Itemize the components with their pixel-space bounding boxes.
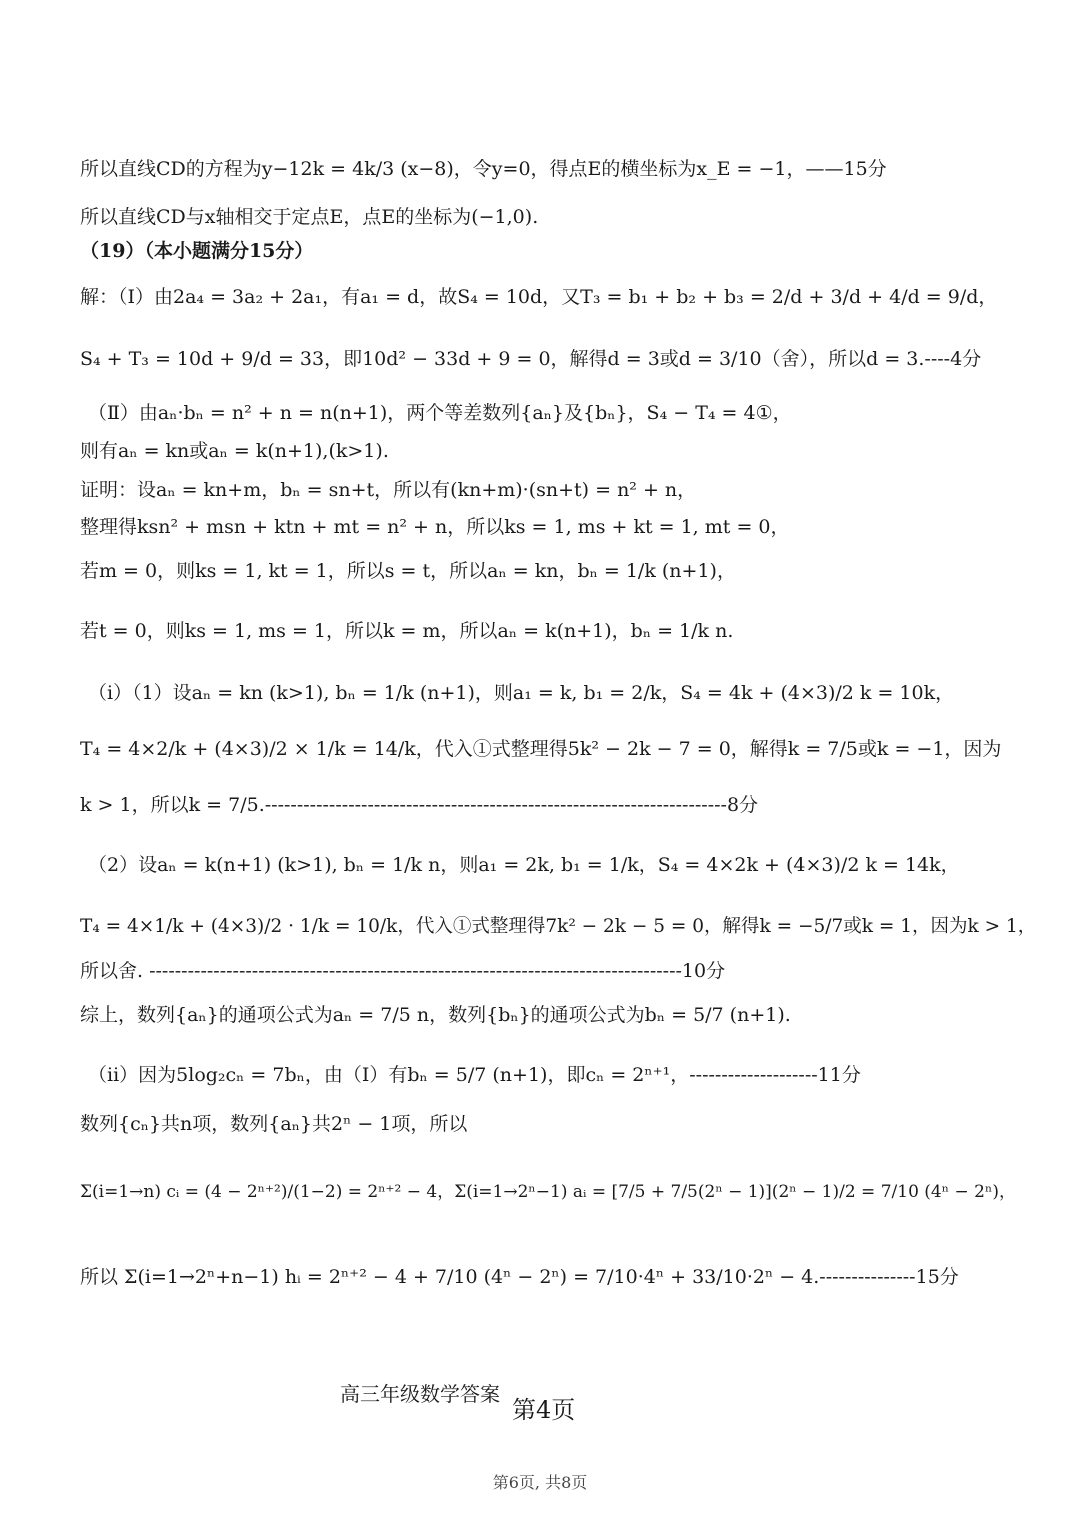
problem-19-heading: （19）（本小题满分15分） bbox=[80, 240, 314, 262]
line-case2-t4: T₄ = 4×1/k + (4×3)/2 · 1/k = 10/k，代入①式整理得7k² − 2k − 5 = 0，解得k = −5/7或k = 1，因为k > 1， bbox=[80, 916, 1037, 937]
line-case-t0: 若t = 0，则ks = 1, ms = 1，所以k = m，所以aₙ = k(n+1)，bₙ = 1/k n. bbox=[80, 620, 734, 642]
line-case1-result: k > 1，所以k = 7/5.------------------------------------------------------------------------8分 bbox=[80, 794, 759, 816]
line-case-m0: 若m = 0，则ks = 1, kt = 1，所以s = t，所以aₙ = kn，bₙ = 1/k (n+1)， bbox=[80, 560, 736, 582]
line-part2-intro: （Ⅱ）由aₙ·bₙ = n² + n = n(n+1)，两个等差数列{aₙ}及{bₙ}，S₄ − T₄ = 4①， bbox=[88, 402, 792, 424]
footer-handwritten-page: 第4页 bbox=[512, 1396, 576, 1424]
line-summary: 综上，数列{aₙ}的通项公式为aₙ = 7/5 n，数列{bₙ}的通项公式为bₙ = 5/7 (n+1). bbox=[80, 1004, 791, 1026]
line-case2-setup: （2）设aₙ = k(n+1) (k>1), bₙ = 1/k n，则a₁ = 2k, b₁ = 1/k，S₄ = 4×2k + (4×3)/2 k = 14k， bbox=[88, 854, 960, 876]
footer-title: 高三年级数学答案 bbox=[340, 1382, 500, 1406]
line-proof-setup: 证明：设aₙ = kn+m，bₙ = sn+t，所以有(kn+m)·(sn+t) = n² + n， bbox=[80, 479, 697, 501]
footer-pagination: 第6页, 共8页 bbox=[492, 1473, 588, 1492]
line-proof-expand: 整理得ksn² + msn + ktn + mt = n² + n，所以ks = 1, ms + kt = 1, mt = 0， bbox=[80, 516, 790, 538]
line-sequence-counts: 数列{cₙ}共n项，数列{aₙ}共2ⁿ − 1项，所以 bbox=[80, 1113, 468, 1135]
line-final-sum: 所以 Σ(i=1→2ⁿ+n−1) hᵢ = 2ⁿ⁺² − 4 + 7/10 (4ⁿ − 2ⁿ) = 7/10·4ⁿ + 33/10·2ⁿ − 4.---------------15分 bbox=[80, 1266, 959, 1288]
line-case2-result: 所以舍. -----------------------------------------------------------------------------------10分 bbox=[80, 960, 726, 982]
line-case1-setup: （i）（1）设aₙ = kn (k>1), bₙ = 1/k (n+1)，则a₁ = k, b₁ = 2/k，S₄ = 4k + (4×3)/2 k = 10k， bbox=[88, 682, 955, 704]
line-part1-solve: S₄ + T₃ = 10d + 9/d = 33，即10d² − 33d + 9 = 0，解得d = 3或d = 3/10（舍），所以d = 3.----4分 bbox=[80, 348, 982, 370]
line-cd-equation: 所以直线CD的方程为y−12k = 4k/3 (x−8)，令y=0，得点E的横坐标为x_E = −1，——15分 bbox=[80, 158, 887, 180]
line-sums: Σ(i=1→n) cᵢ = (4 − 2ⁿ⁺²)/(1−2) = 2ⁿ⁺² − 4，Σ(i=1→2ⁿ−1) aᵢ = [7/5 + 7/5(2ⁿ − 1)](2ⁿ − 1)/2 = 7/10 (4ⁿ − 2ⁿ)， bbox=[80, 1182, 1016, 1202]
line-part1-setup: 解：（Ⅰ）由2a₄ = 3a₂ + 2a₁，有a₁ = d，故S₄ = 10d，又T₃ = b₁ + b₂ + b₃ = 2/d + 3/d + 4/d = 9/d， bbox=[80, 286, 998, 308]
line-part2-claim: 则有aₙ = kn或aₙ = k(n+1),(k>1). bbox=[80, 440, 389, 462]
line-part-ii: （ii）因为5log₂cₙ = 7bₙ，由（Ⅰ）有bₙ = 5/7 (n+1)，即cₙ = 2ⁿ⁺¹，--------------------11分 bbox=[88, 1064, 861, 1086]
line-case1-t4: T₄ = 4×2/k + (4×3)/2 × 1/k = 14/k，代入①式整理得5k² − 2k − 7 = 0，解得k = 7/5或k = −1，因为 bbox=[80, 738, 1002, 760]
line-fixed-point: 所以直线CD与x轴相交于定点E，点E的坐标为(−1,0). bbox=[80, 206, 539, 228]
